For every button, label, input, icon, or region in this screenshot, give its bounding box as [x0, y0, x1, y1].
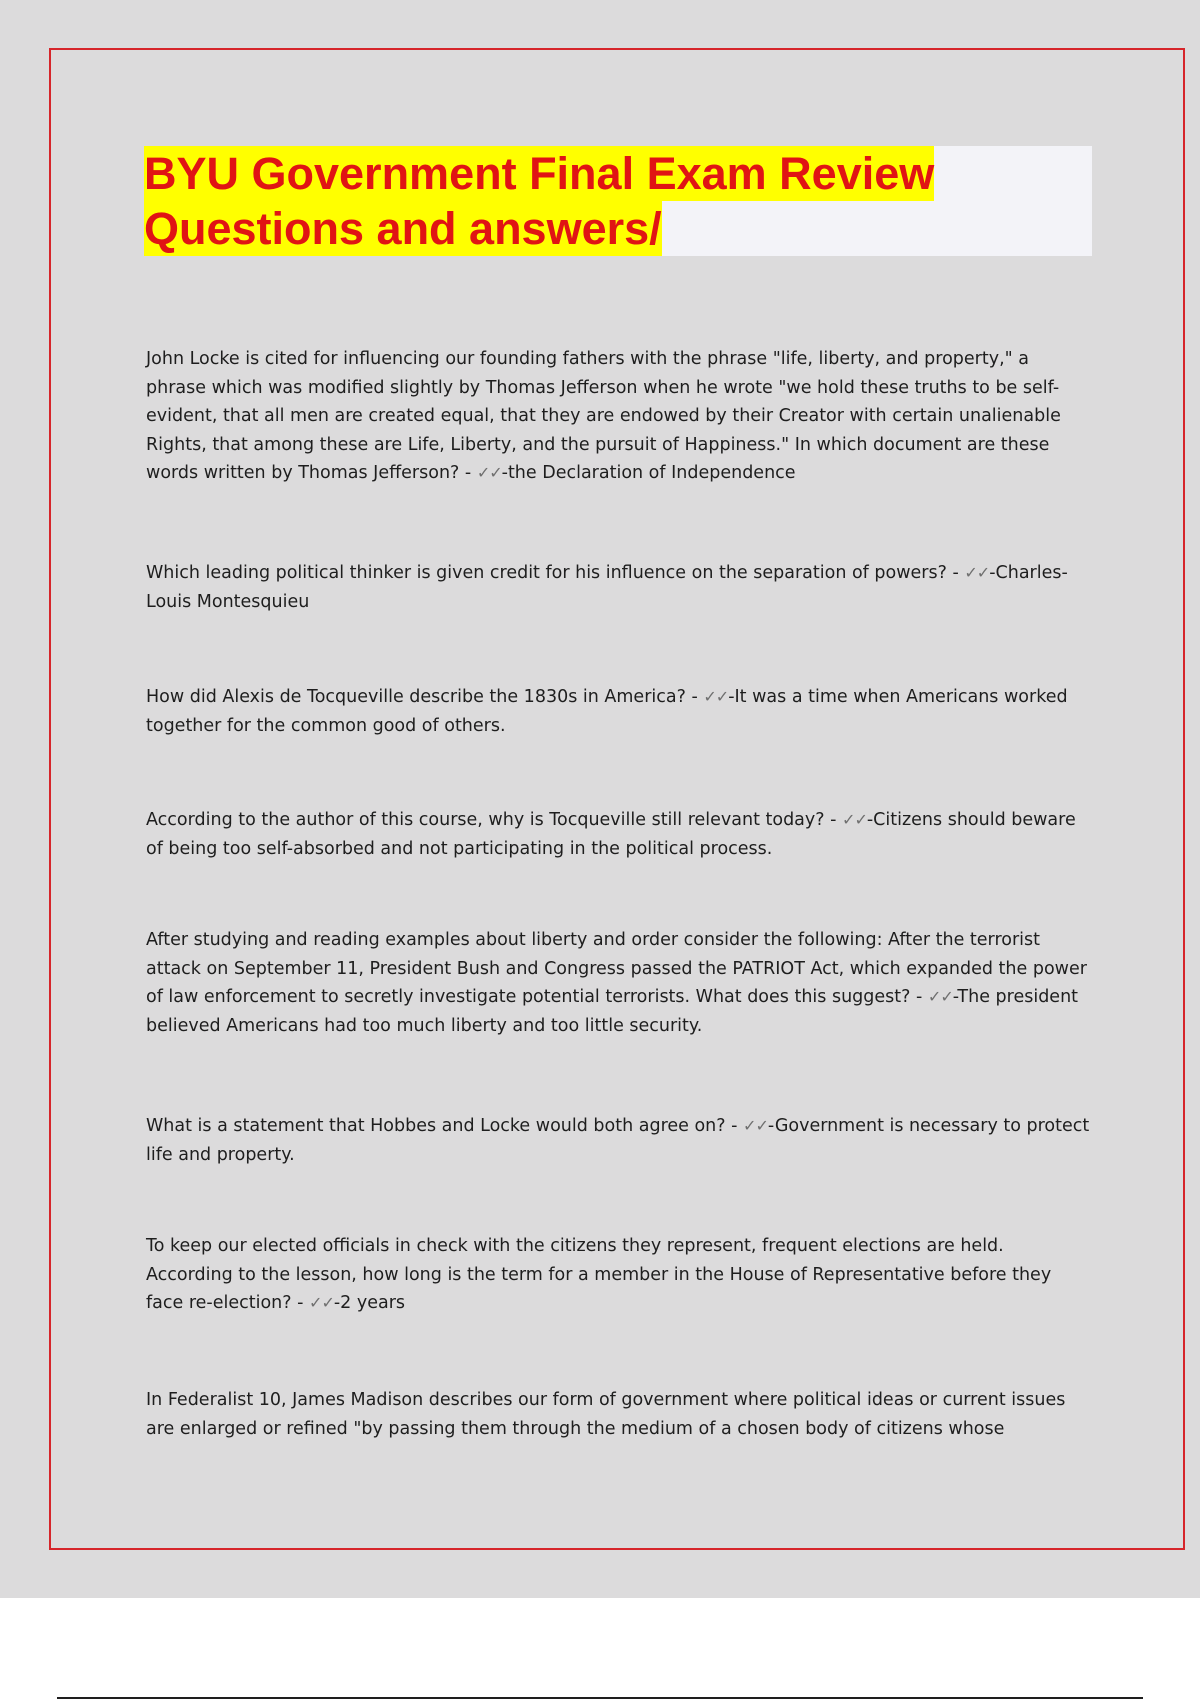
- separator: -: [830, 810, 837, 830]
- qa-item-6: [146, 1112, 1091, 1169]
- answer-text: -2 years: [333, 1293, 406, 1313]
- question-text: What is a statement that Hobbes and Locke would both agree on?: [146, 1116, 726, 1136]
- separator: -: [691, 687, 698, 707]
- double-check-icon: ✓✓: [703, 687, 729, 706]
- question-text: How did Alexis de Tocqueville describe the 1830s in America?: [146, 687, 686, 707]
- answer-text: -The president believed Americans had too much liberty and too little security.: [146, 987, 1079, 1036]
- question-text: To keep our elected officials in check with the citizens they represent, frequent elections are held. According to the lesson, how long is the term for a member in the House of Representative before they face re-election?: [146, 1236, 1052, 1313]
- footer-rule: [57, 1697, 1143, 1699]
- qa-item-7: [146, 1232, 1091, 1318]
- double-check-icon: ✓✓: [309, 1293, 334, 1312]
- answer-text: -the Declaration of Independence: [501, 463, 796, 483]
- separator: -: [464, 463, 472, 483]
- double-check-icon: ✓✓: [476, 463, 502, 482]
- qa-item-3: [146, 683, 1091, 740]
- answer-text: -Government is necessary to protect life and property.: [146, 1116, 1090, 1165]
- double-check-icon: ✓✓: [842, 810, 867, 829]
- answer-text: -Citizens should beware of being too self-absorbed and not participating in the political process.: [146, 810, 1076, 859]
- question-text: John Locke is cited for influencing our founding fathers with the phrase "life, liberty, and property," a phrase which was modified slightly by Thomas Jefferson when he wrote "we hold these truths to be self-evident, that all men are created equal, that they are endowed by their Creator with certain unalienable Rights, that among these are Life, Liberty, and the pursuit of Happiness." In which document are these words written by Thomas Jefferson?: [146, 349, 1061, 483]
- question-text: In Federalist 10, James Madison describes our form of government where political ideas or current issues are enlarged or refined "by passing them through the medium of a chosen body of citizens whose: [146, 1390, 1066, 1439]
- question-text: According to the author of this course, why is Tocqueville still relevant today?: [146, 810, 825, 830]
- page-border-frame: [49, 48, 1185, 1550]
- question-text: Which leading political thinker is given credit for his influence on the separation of powers?: [146, 563, 947, 583]
- qa-item-4: [146, 806, 1091, 863]
- qa-item-2: [146, 559, 1091, 616]
- double-check-icon: ✓✓: [927, 987, 953, 1006]
- qa-item-1: [146, 345, 1091, 488]
- answer-text: -Charles-Louis Montesquieu: [146, 563, 1068, 612]
- double-check-icon: ✓✓: [743, 1116, 768, 1135]
- separator: -: [297, 1293, 304, 1313]
- qa-item-5: [146, 926, 1091, 1040]
- title-line-2: Questions and answers/: [144, 203, 662, 254]
- title-line-1: BYU Government Final Exam Review: [144, 148, 935, 199]
- document-title: [144, 146, 1092, 256]
- separator: -: [916, 987, 923, 1007]
- double-check-icon: ✓✓: [964, 563, 990, 582]
- answer-text: -It was a time when Americans worked together for the common good of others.: [146, 687, 1068, 736]
- separator: -: [731, 1116, 738, 1136]
- qa-item-8: [146, 1386, 1091, 1443]
- separator: -: [952, 563, 959, 583]
- question-text: After studying and reading examples about liberty and order consider the following: After the terrorist attack on September 11, President Bush and Congress passed the PATRIOT Act, which expanded the power of law enforcement to secretly investigate potential terrorists. What does this suggest?: [146, 930, 1087, 1007]
